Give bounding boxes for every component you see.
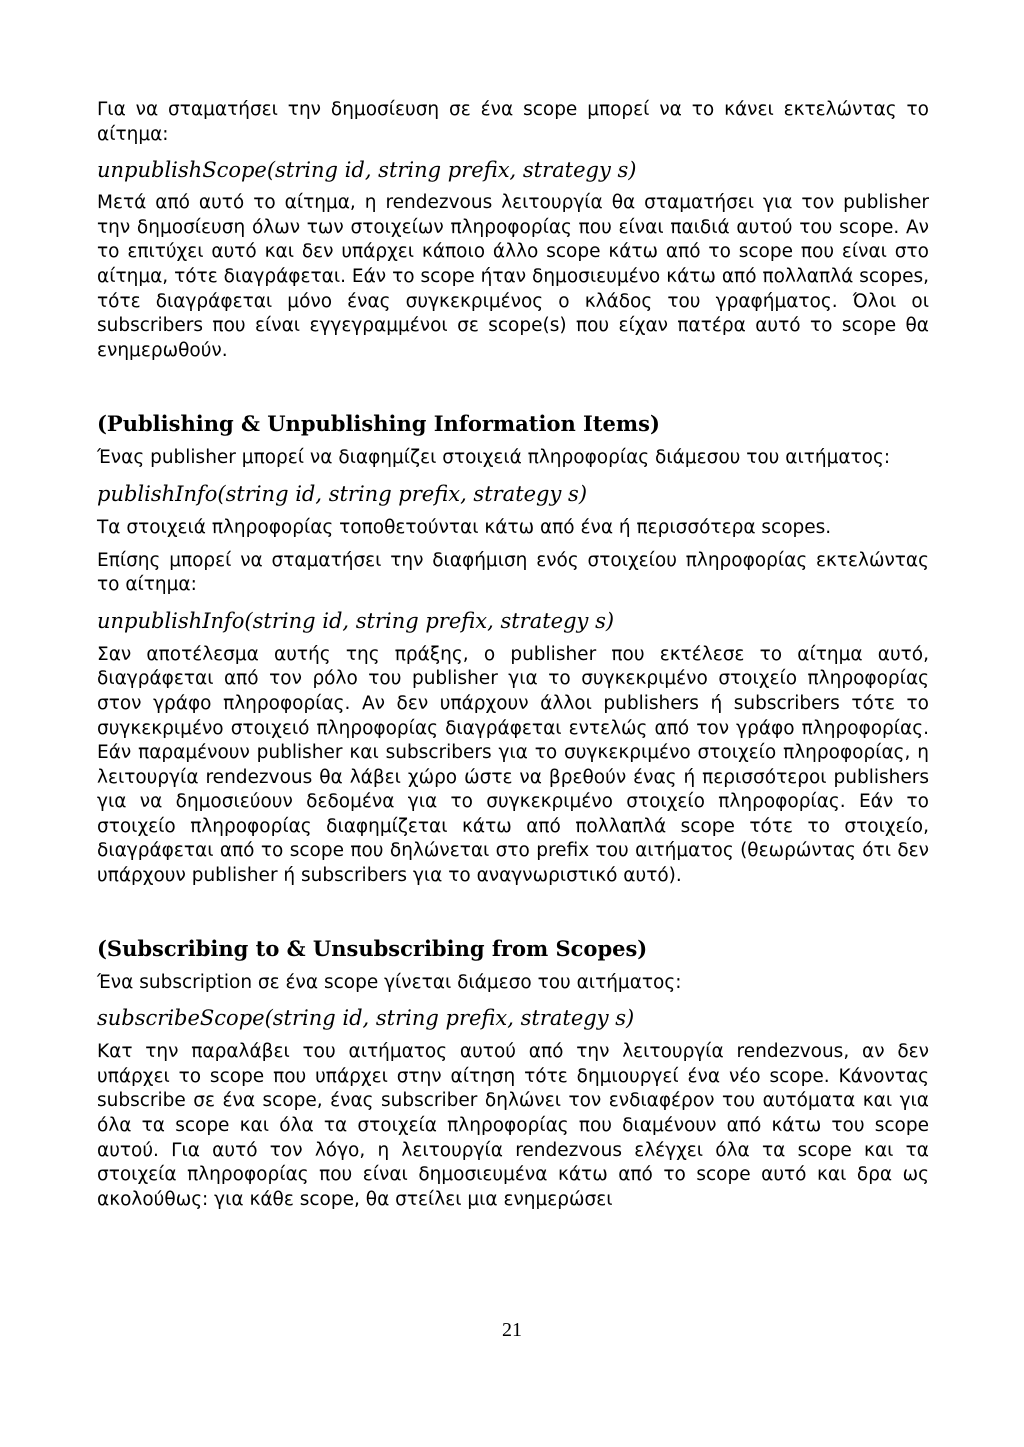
paragraph-info-items-placement: Τα στοιχειά πληροφορίας τοποθετούνται κάτω από ένα ή περισσότερα scopes.	[97, 516, 832, 538]
document-body	[97, 98, 929, 1212]
paragraph-unpublish-info-intro: Επίσης μπορεί να σταματήσει την διαφήμιση ενός στοιχείου πληροφορίας εκτελώντας το αίτημα:	[97, 549, 929, 596]
paragraph-publish-info-intro: Ένας publisher μπορεί να διαφημίζει στοιχειά πληροφορίας διάμεσου του αιτήματος:	[97, 447, 891, 469]
heading-publishing-information-items: (Publishing & Unpublishing Information Items)	[97, 411, 660, 437]
heading-subscribing-scopes: (Subscribing to & Unsubscribing from Scopes)	[97, 935, 648, 961]
code-unpublish-scope: unpublishScope(string id, string prefix, strategy s)	[97, 158, 637, 183]
paragraph-subscribe-intro: Ένα subscription σε ένα scope γίνεται διάμεσο του αιτήματος:	[97, 971, 682, 993]
code-unpublish-info: unpublishInfo(string id, string prefix, strategy s)	[97, 608, 615, 633]
code-publish-info: publishInfo(string id, string prefix, strategy s)	[97, 481, 588, 506]
paragraph-unpublish-info-details: Σαν αποτέλεσμα αυτής της πράξης, ο publisher που εκτέλεσε το αίτημα αυτό, διαγράφεται από τον ρόλο του publisher για το συγκεκριμένο στοιχείο πληροφορίας στον γράφο πληροφορίας. Αν δεν υπάρχουν άλλοι publishers ή subscribers τότε το συγκεκριμένο στοιχειό πληροφορίας διαγράφεται εντελώς από τον γράφο πληροφορίας. Εάν παραμένουν publisher και subscribers για το συγκεκριμένο στοιχείο πληροφορίας, η λειτουργία rendezvous θα λάβει χώρο ώστε να βρεθούν ένας ή περισσότεροι publishers για να δημοσιεύουν δεδομένα για το συγκεκριμένο στοιχείο πληροφορίας. Εάν το στοιχείο πληροφορίας διαφημίζεται κάτω από πολλαπλά scope τότε το στοιχείο, διαγράφεται από το scope που δηλώνεται στο prefix του αιτήματος (θεωρώντας ότι δεν υπάρχουν publisher ή subscribers για το αναγνωριστικό αυτό).	[97, 643, 929, 887]
page-number: 21	[502, 1319, 522, 1341]
paragraph-subscribe-details: Κατ την παραλάβει του αιτήματος αυτού από την λειτουργία rendezvous, αν δεν υπάρχει το scope που υπάρχει στην αίτηση τότε δημιουργεί ένα νέο scope. Κάνοντας subscribe σε ένα scope, ένας subscriber δηλώνει τον ενδιαφέρον του αυτόματα και για όλα τα scope και όλα τα στοιχεία πληροφορίας που διαμένουν από κάτω του scope αυτού. Για αυτό τον λόγο, η λειτουργία rendezvous ελέγχει όλα τα scope και τα στοιχεία πληροφορίας που είναι δημοσιευμένα κάτω από το scope αυτό και δρα ως ακολούθως: για κάθε scope, θα στείλει μια ενημερώσει	[97, 1041, 929, 1210]
code-subscribe-scope: subscribeScope(string id, string prefix, strategy s)	[97, 1006, 635, 1031]
paragraph-unpublish-scope-details: Μετά από αυτό το αίτημα, η rendezvous λειτουργία θα σταματήσει για τον publisher την δημοσίευση όλων των στοιχείων πληροφορίας που είναι παιδιά αυτού του scope. Αν το επιτύχει αυτό και δεν υπάρχει κάποιο άλλο scope κάτω από το scope που είναι στο αίτημα, τότε διαγράφεται. Εάν το scope ήταν δημοσιευμένο κάτω από πολλαπλά scopes, τότε διαγράφεται μόνο ένας συγκεκριμένος ο κλάδος του γραφήματος. Όλοι οι subscribers που είναι εγγεγραμμένοι σε scope(s) που είχαν πατέρα αυτό το scope θα ενημερωθούν.	[97, 192, 929, 361]
paragraph-unpublish-intro: Για να σταματήσει την δημοσίευση σε ένα scope μπορεί να το κάνει εκτελώντας το αίτημα:	[97, 99, 929, 145]
